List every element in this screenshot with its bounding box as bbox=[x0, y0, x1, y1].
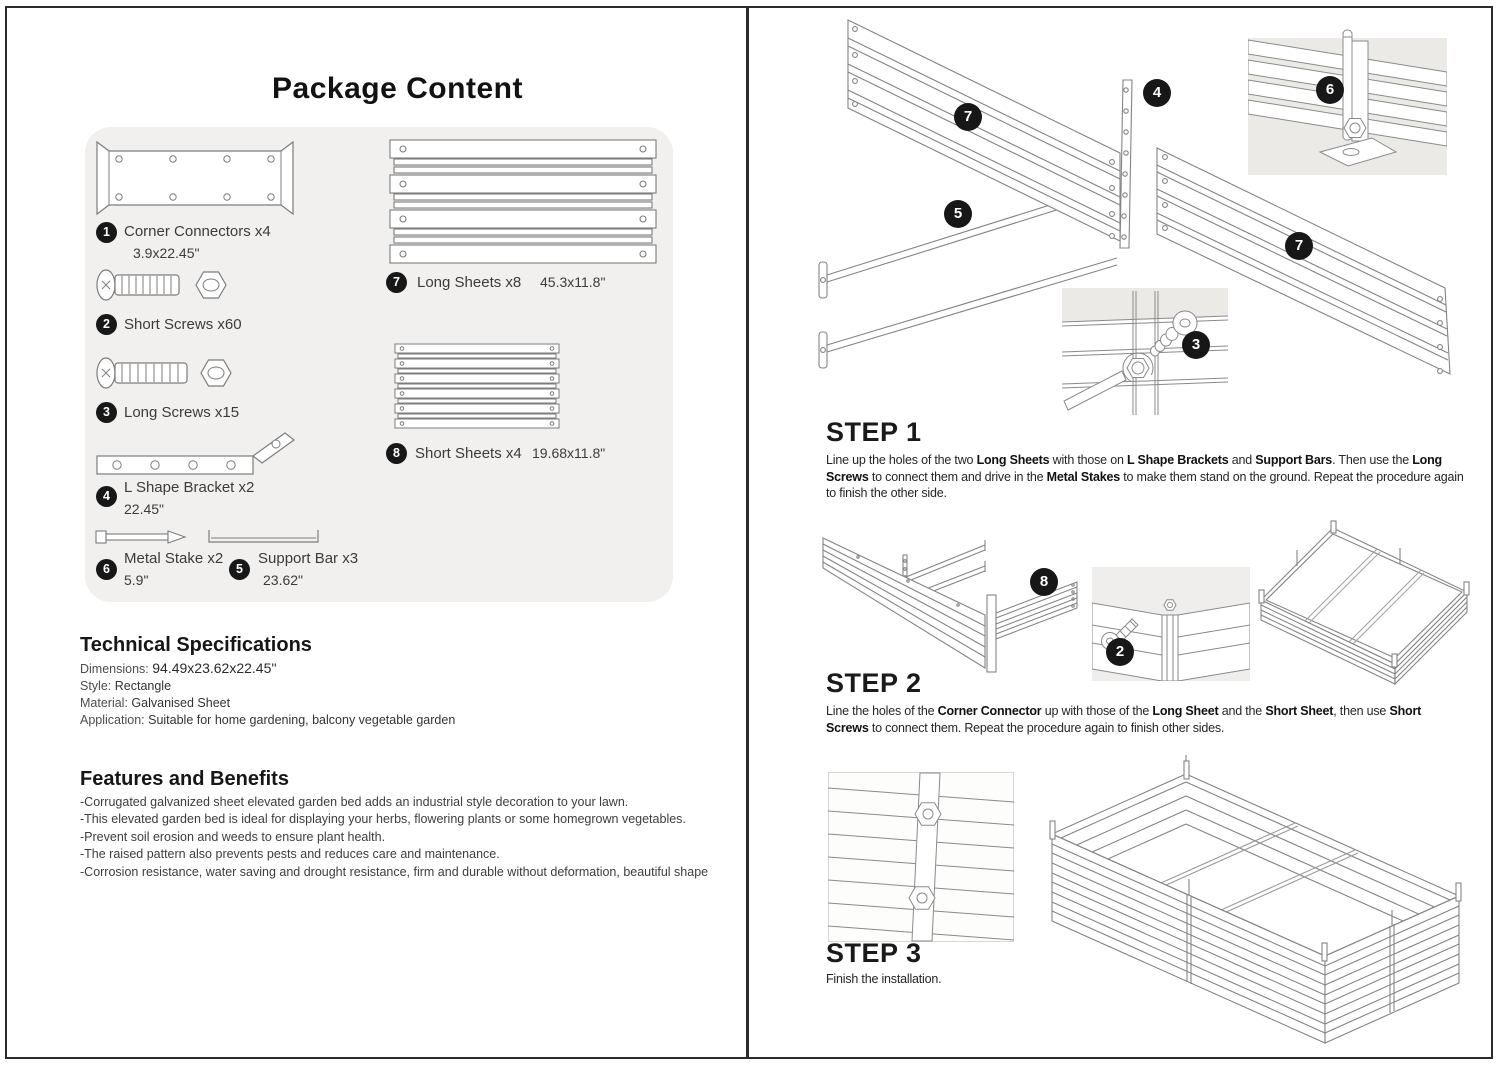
step2-text: Line the holes of the Corner Connector up with those of the Long Sheet and the Short Sheet, then use Short Screws to connect them. Repeat the procedure again to finish other sides. bbox=[826, 704, 1422, 735]
callout-long-sheet: 7 bbox=[954, 103, 982, 131]
part-5-badge: 5 bbox=[229, 559, 250, 580]
long-screw-drawing bbox=[95, 354, 235, 392]
callout-long-screw: 3 bbox=[1182, 331, 1210, 359]
callout-long-sheet-right: 7 bbox=[1285, 232, 1313, 260]
specs-title: Technical Specifications bbox=[80, 634, 312, 656]
l-bracket-drawing bbox=[95, 430, 300, 478]
part-2-label: Short Screws x60 bbox=[124, 316, 242, 333]
part-8-label: Short Sheets x4 bbox=[415, 445, 522, 462]
step1-l-bracket bbox=[1120, 80, 1132, 248]
part-8-badge: 8 bbox=[386, 443, 407, 464]
page-title: Package Content bbox=[272, 72, 523, 105]
part-1-size: 3.9x22.45" bbox=[133, 245, 200, 261]
part-1-label: Corner Connectors x4 bbox=[124, 223, 271, 240]
part-4-label: L Shape Bracket x2 bbox=[124, 479, 255, 496]
metal-stake-drawing bbox=[95, 528, 187, 546]
part-3-label: Long Screws x15 bbox=[124, 404, 240, 421]
step3-bolt-inset bbox=[828, 772, 1014, 942]
short-screw-drawing bbox=[95, 266, 235, 304]
step2-side-assembly bbox=[823, 538, 1077, 672]
part-6-badge: 6 bbox=[96, 559, 117, 580]
features-title: Features and Benefits bbox=[80, 768, 289, 790]
corner-connector-drawing bbox=[95, 140, 295, 216]
part-8-size: 19.68x11.8" bbox=[532, 445, 606, 461]
spec-style: Style: Rectangle bbox=[80, 679, 172, 693]
feature-bullet: -This elevated garden bed is ideal for displaying your herbs, flowering plants or some homegrown vegetables. bbox=[80, 812, 686, 826]
callout-short-screw: 2 bbox=[1106, 638, 1134, 666]
step3-finished-bed bbox=[1038, 755, 1490, 1047]
feature-bullet: -The raised pattern also prevents pests and reduces care and maintenance. bbox=[80, 847, 500, 861]
callout-support-bar: 5 bbox=[944, 200, 972, 228]
step1-stake-inset bbox=[1248, 25, 1447, 175]
part-7-badge: 7 bbox=[386, 272, 407, 293]
feature-bullet: -Corrugated galvanized sheet elevated garden bed adds an industrial style decoration to your lawn. bbox=[80, 795, 629, 809]
part-6-size: 5.9" bbox=[124, 572, 149, 588]
callout-short-sheet: 8 bbox=[1030, 568, 1058, 596]
support-bar-drawing bbox=[205, 524, 323, 548]
part-7-label: Long Sheets x8 bbox=[417, 274, 522, 291]
part-1-badge: 1 bbox=[96, 222, 117, 243]
part-5-label: Support Bar x3 bbox=[258, 550, 359, 567]
feature-bullet: -Prevent soil erosion and weeds to ensure plant health. bbox=[80, 830, 386, 844]
callout-metal-stake: 6 bbox=[1316, 76, 1344, 104]
part-2-badge: 2 bbox=[96, 314, 117, 335]
spec-application: Application: Suitable for home gardening, balcony vegetable garden bbox=[80, 713, 456, 727]
spec-dimensions: Dimensions: 94.49x23.62x22.45'' bbox=[80, 660, 277, 676]
step3-text: Finish the installation. bbox=[826, 972, 942, 986]
part-5-size: 23.62" bbox=[263, 572, 304, 588]
part-4-size: 22.45" bbox=[124, 501, 165, 517]
spec-material: Material: Galvanised Sheet bbox=[80, 696, 231, 710]
part-4-badge: 4 bbox=[96, 486, 117, 507]
short-sheet-drawing bbox=[393, 342, 561, 432]
callout-l-bracket: 4 bbox=[1143, 79, 1171, 107]
step3-heading: STEP 3 bbox=[826, 938, 922, 968]
page-divider bbox=[746, 6, 749, 1059]
long-sheet-drawing bbox=[388, 138, 658, 264]
step2-heading: STEP 2 bbox=[826, 668, 922, 698]
part-3-badge: 3 bbox=[96, 402, 117, 423]
part-7-size: 45.3x11.8" bbox=[540, 274, 606, 290]
step2-full-frame bbox=[1259, 521, 1469, 684]
feature-bullet: -Corrosion resistance, water saving and drought resistance, firm and durable without deformation, beautiful shape bbox=[80, 865, 709, 879]
step1-left-long-sheet bbox=[848, 20, 1120, 241]
part-6-label: Metal Stake x2 bbox=[124, 550, 224, 567]
step1-text: Line up the holes of the two Long Sheets with those on L Shape Brackets and Support Bars. Then use the Long Screws to connect them and drive in the Metal Stakes to make them stand on the ground. Repeat the procedure again to finish the other side. bbox=[826, 453, 1464, 501]
step1-heading: STEP 1 bbox=[826, 417, 922, 447]
